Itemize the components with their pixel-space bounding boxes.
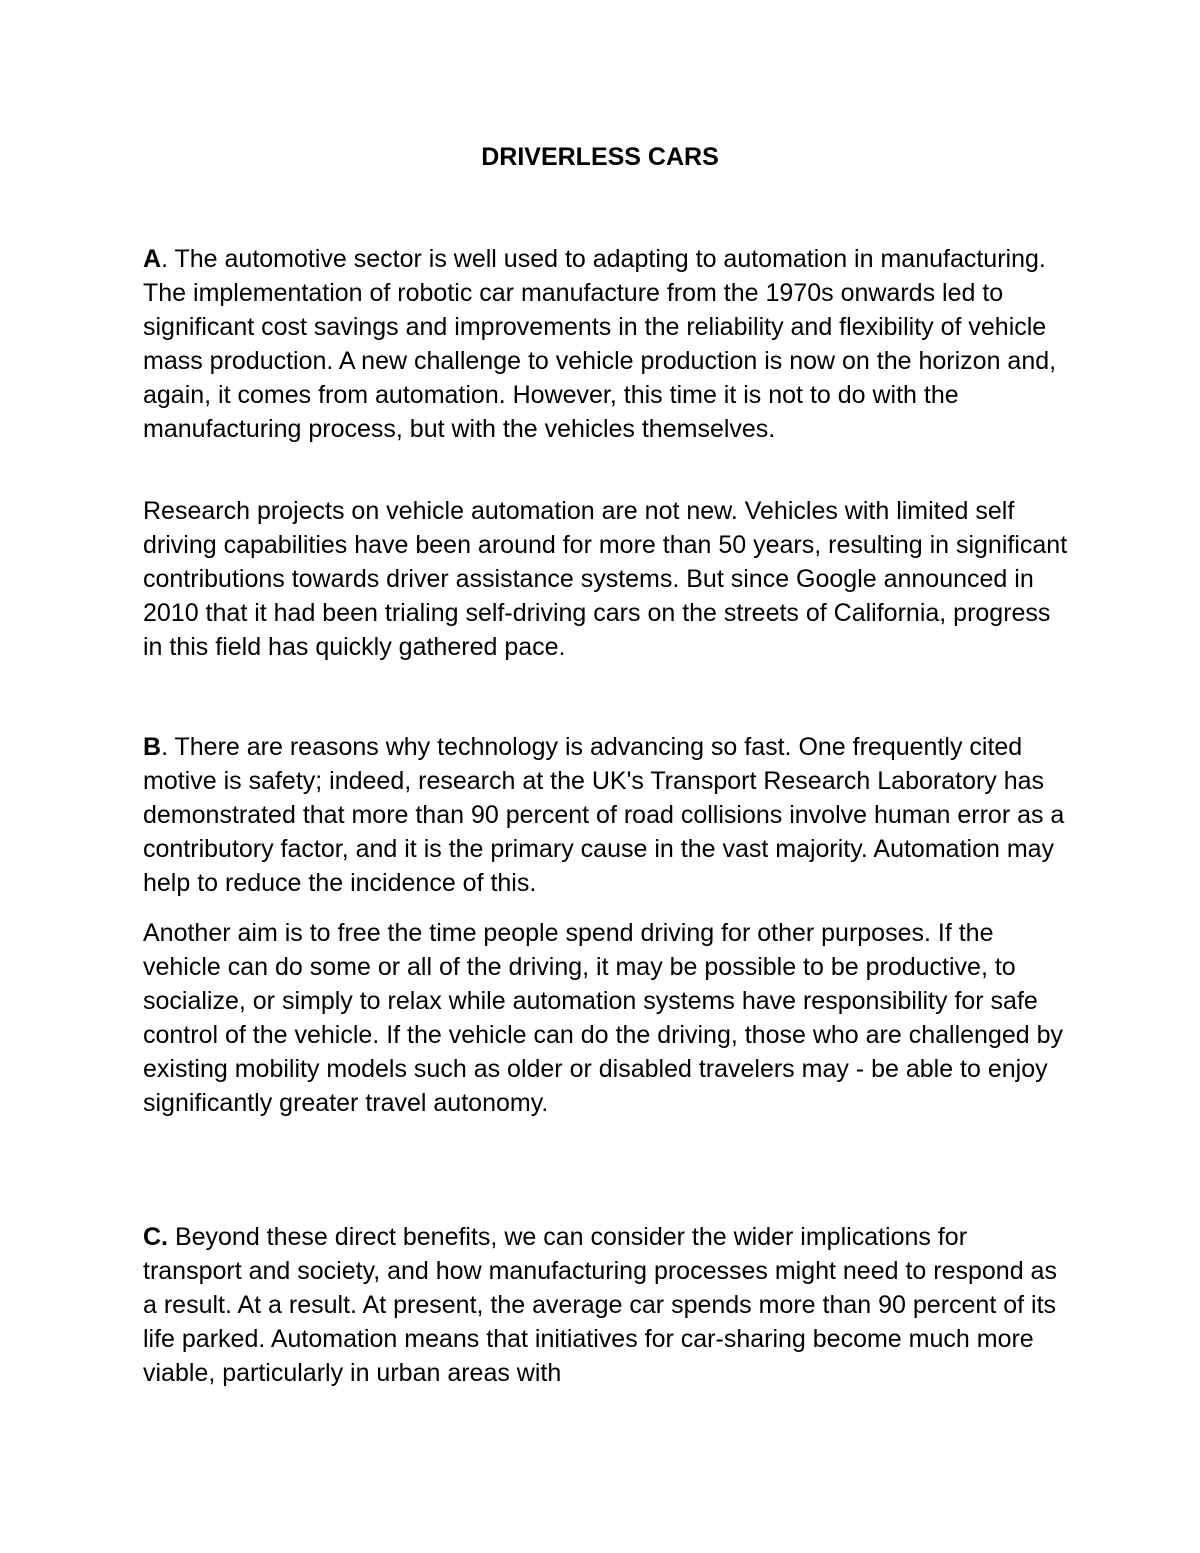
section-c-label: C. <box>143 1223 168 1251</box>
document-title: DRIVERLESS CARS <box>481 143 719 171</box>
section-b-paragraph-1 <box>143 730 1068 900</box>
section-b-label: B <box>143 733 162 761</box>
section-a-label: A <box>143 245 162 273</box>
section-a-paragraph-2: Research projects on vehicle automation are not new. Vehicles with limited self driving capabilities have been around for more than 50 years, resulting in significant contributions towards driver assistance systems. But since Google announced in 2010 that it had been trialing self-driving cars on the streets of California, progress in this field has quickly gathered pace. <box>143 497 1068 661</box>
section-b-paragraph-1-text: . There are reasons why technology is advancing so fast. One frequently cited motive is safety; indeed, research at the UK's Transport Research Laboratory has demonstrated that more than 90 percent of road collisions involve human error as a contributory factor, and it is the primary cause in the vast majority. Automation may help to reduce the incidence of this. <box>143 733 1065 897</box>
section-c-paragraph-1 <box>143 1220 1068 1390</box>
section-a-paragraph-1 <box>143 242 1068 446</box>
section-a-paragraph-1-text: . The automotive sector is well used to adapting to automation in manufacturing. The implementation of robotic car manufacture from the 1970s onwards led to significant cost savings and improvements in the reliability and flexibility of vehicle mass production. A new challenge to vehicle production is now on the horizon and, again, it comes from automation. However, this time it is not to do with the manufacturing process, but with the vehicles themselves. <box>143 245 1057 443</box>
section-c-paragraph-1-text: Beyond these direct benefits, we can consider the wider implications for transport and society, and how manufacturing processes might need to respond as a result. At a result. At present, the average car spends more than 90 percent of its life parked. Automation means that initiatives for car-sharing become much more viable, particularly in urban areas with <box>143 1223 1057 1387</box>
section-b-paragraph-2: Another aim is to free the time people spend driving for other purposes. If the vehicle can do some or all of the driving, it may be possible to be productive, to socialize, or simply to relax while automation systems have responsibility for safe control of the vehicle. If the vehicle can do the driving, those who are challenged by existing mobility models such as older or disabled travelers may - be able to enjoy significantly greater travel autonomy. <box>143 919 1064 1117</box>
